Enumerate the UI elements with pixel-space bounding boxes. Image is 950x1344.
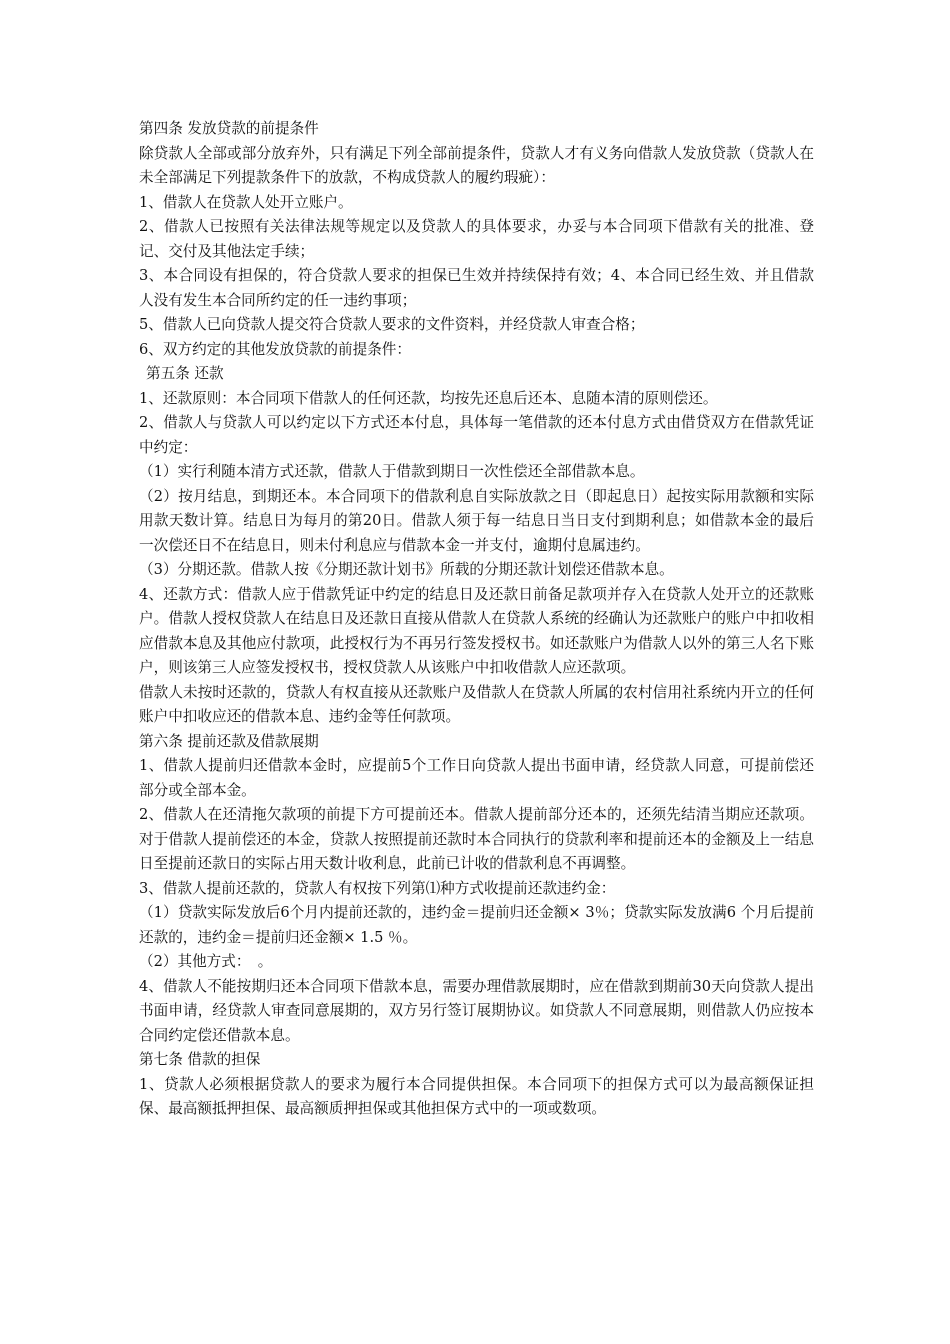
paragraph: （2）其他方式： 。 bbox=[139, 953, 273, 970]
paragraph: 3、借款人提前还款的，贷款人有权按下列第⑴种方式收提前还款违约金： bbox=[139, 879, 616, 897]
article-5-heading: 第五条 还款 bbox=[146, 365, 224, 382]
article-7-heading: 第七条 借款的担保 bbox=[139, 1051, 261, 1068]
paragraph: 5、借款人已向贷款人提交符合贷款人要求的文件资料，并经贷款人审查合格； bbox=[139, 316, 645, 333]
paragraph: 1、借款人提前归还借款本金时，应提前5个工作日向贷款人提出书面申请，经贷款人同意，可提前偿还部分或全部本金。 bbox=[139, 757, 814, 799]
paragraph: 4、借款人不能按期归还本合同项下借款本息，需要办理借款展期时，应在借款到期前30天向贷款人提出书面申请，经贷款人审查同意展期的，双方另行签订展期协议。如贷款人不同意展期，则借款人仍应按本合同约定偿还借款本息。 bbox=[139, 977, 814, 1044]
paragraph: 借款人未按时还款的，贷款人有权直接从还款账户及借款人在贷款人所属的农村信用社系统内开立的任何账户中扣收应还的借款本息、违约金等任何款项。 bbox=[139, 683, 814, 725]
paragraph: 1、借款人在贷款人处开立账户。 bbox=[139, 193, 353, 211]
paragraph: 2、借款人在还清拖欠款项的前提下方可提前还本。借款人提前部分还本的，还须先结清当期应还款项。对于借款人提前偿还的本金，贷款人按照提前还款时本合同执行的贷款利率和提前还本的金额及上一结息日至提前还款日的实际占用天数计收利息，此前已计收的借款利息不再调整。 bbox=[139, 806, 814, 872]
paragraph: （1）实行利随本清方式还款，借款人于借款到期日一次性偿还全部借款本息。 bbox=[139, 463, 645, 480]
paragraph: 2、借款人与贷款人可以约定以下方式还本付息，具体每一笔借款的还本付息方式由借贷双方在借款凭证中约定： bbox=[139, 414, 814, 456]
paragraph: 3、本合同设有担保的，符合贷款人要求的担保已生效并持续保持有效；4、本合同已经生效、并且借款人没有发生本合同所约定的任一违约事项； bbox=[139, 267, 814, 309]
paragraph: （3）分期还款。借款人按《分期还款计划书》所载的分期还款计划偿还借款本息。 bbox=[139, 561, 674, 578]
document-body bbox=[139, 117, 814, 1122]
paragraph: 2、借款人已按照有关法律法规等规定以及贷款人的具体要求，办妥与本合同项下借款有关的批准、登记、交付及其他法定手续； bbox=[139, 218, 814, 260]
paragraph: 4、还款方式：借款人应于借款凭证中约定的结息日及还款日前备足款项并存入在贷款人处开立的还款账户。借款人授权贷款人在结息日及还款日直接从借款人在贷款人系统的经确认为还款账户的账户中扣收相应借款本息及其他应付款项，此授权行为不再另行签发授权书。如还款账户为借款人以外的第三人名下账户，则该第三人应签发授权书，授权贷款人从该账户中扣收借款人应还款项。 bbox=[139, 585, 814, 676]
paragraph: 1、贷款人必须根据贷款人的要求为履行本合同提供担保。本合同项下的担保方式可以为最高额保证担保、最高额抵押担保、最高额质押担保或其他担保方式中的一项或数项。 bbox=[139, 1075, 814, 1117]
article-6-heading: 第六条 提前还款及借款展期 bbox=[139, 732, 319, 750]
paragraph: 1、还款原则：本合同项下借款人的任何还款，均按先还息后还本、息随本清的原则偿还。 bbox=[139, 389, 718, 407]
paragraph: 6、双方约定的其他发放贷款的前提条件： bbox=[139, 340, 411, 358]
paragraph: （2）按月结息，到期还本。本合同项下的借款利息自实际放款之日（即起息日）起按实际用款额和实际用款天数计算。结息日为每月的第20日。借款人须于每一结息日当日支付到期利息；如借款本金的最后一次偿还日不在结息日，则未付利息应与借款本金一并支付，逾期付息属违约。 bbox=[139, 487, 814, 554]
article-4-heading: 第四条 发放贷款的前提条件 bbox=[139, 120, 319, 137]
paragraph: 除贷款人全部或部分放弃外，只有满足下列全部前提条件，贷款人才有义务向借款人发放贷款（贷款人在未全部满足下列提款条件下的放款，不构成贷款人的履约瑕疵）： bbox=[139, 144, 814, 186]
paragraph: （1）贷款实际发放后6个月内提前还款的，违约金＝提前归还金额× 3％；贷款实际发放满6 个月后提前还款的，违约金＝提前归还金额× 1.5 ％。 bbox=[139, 904, 814, 946]
